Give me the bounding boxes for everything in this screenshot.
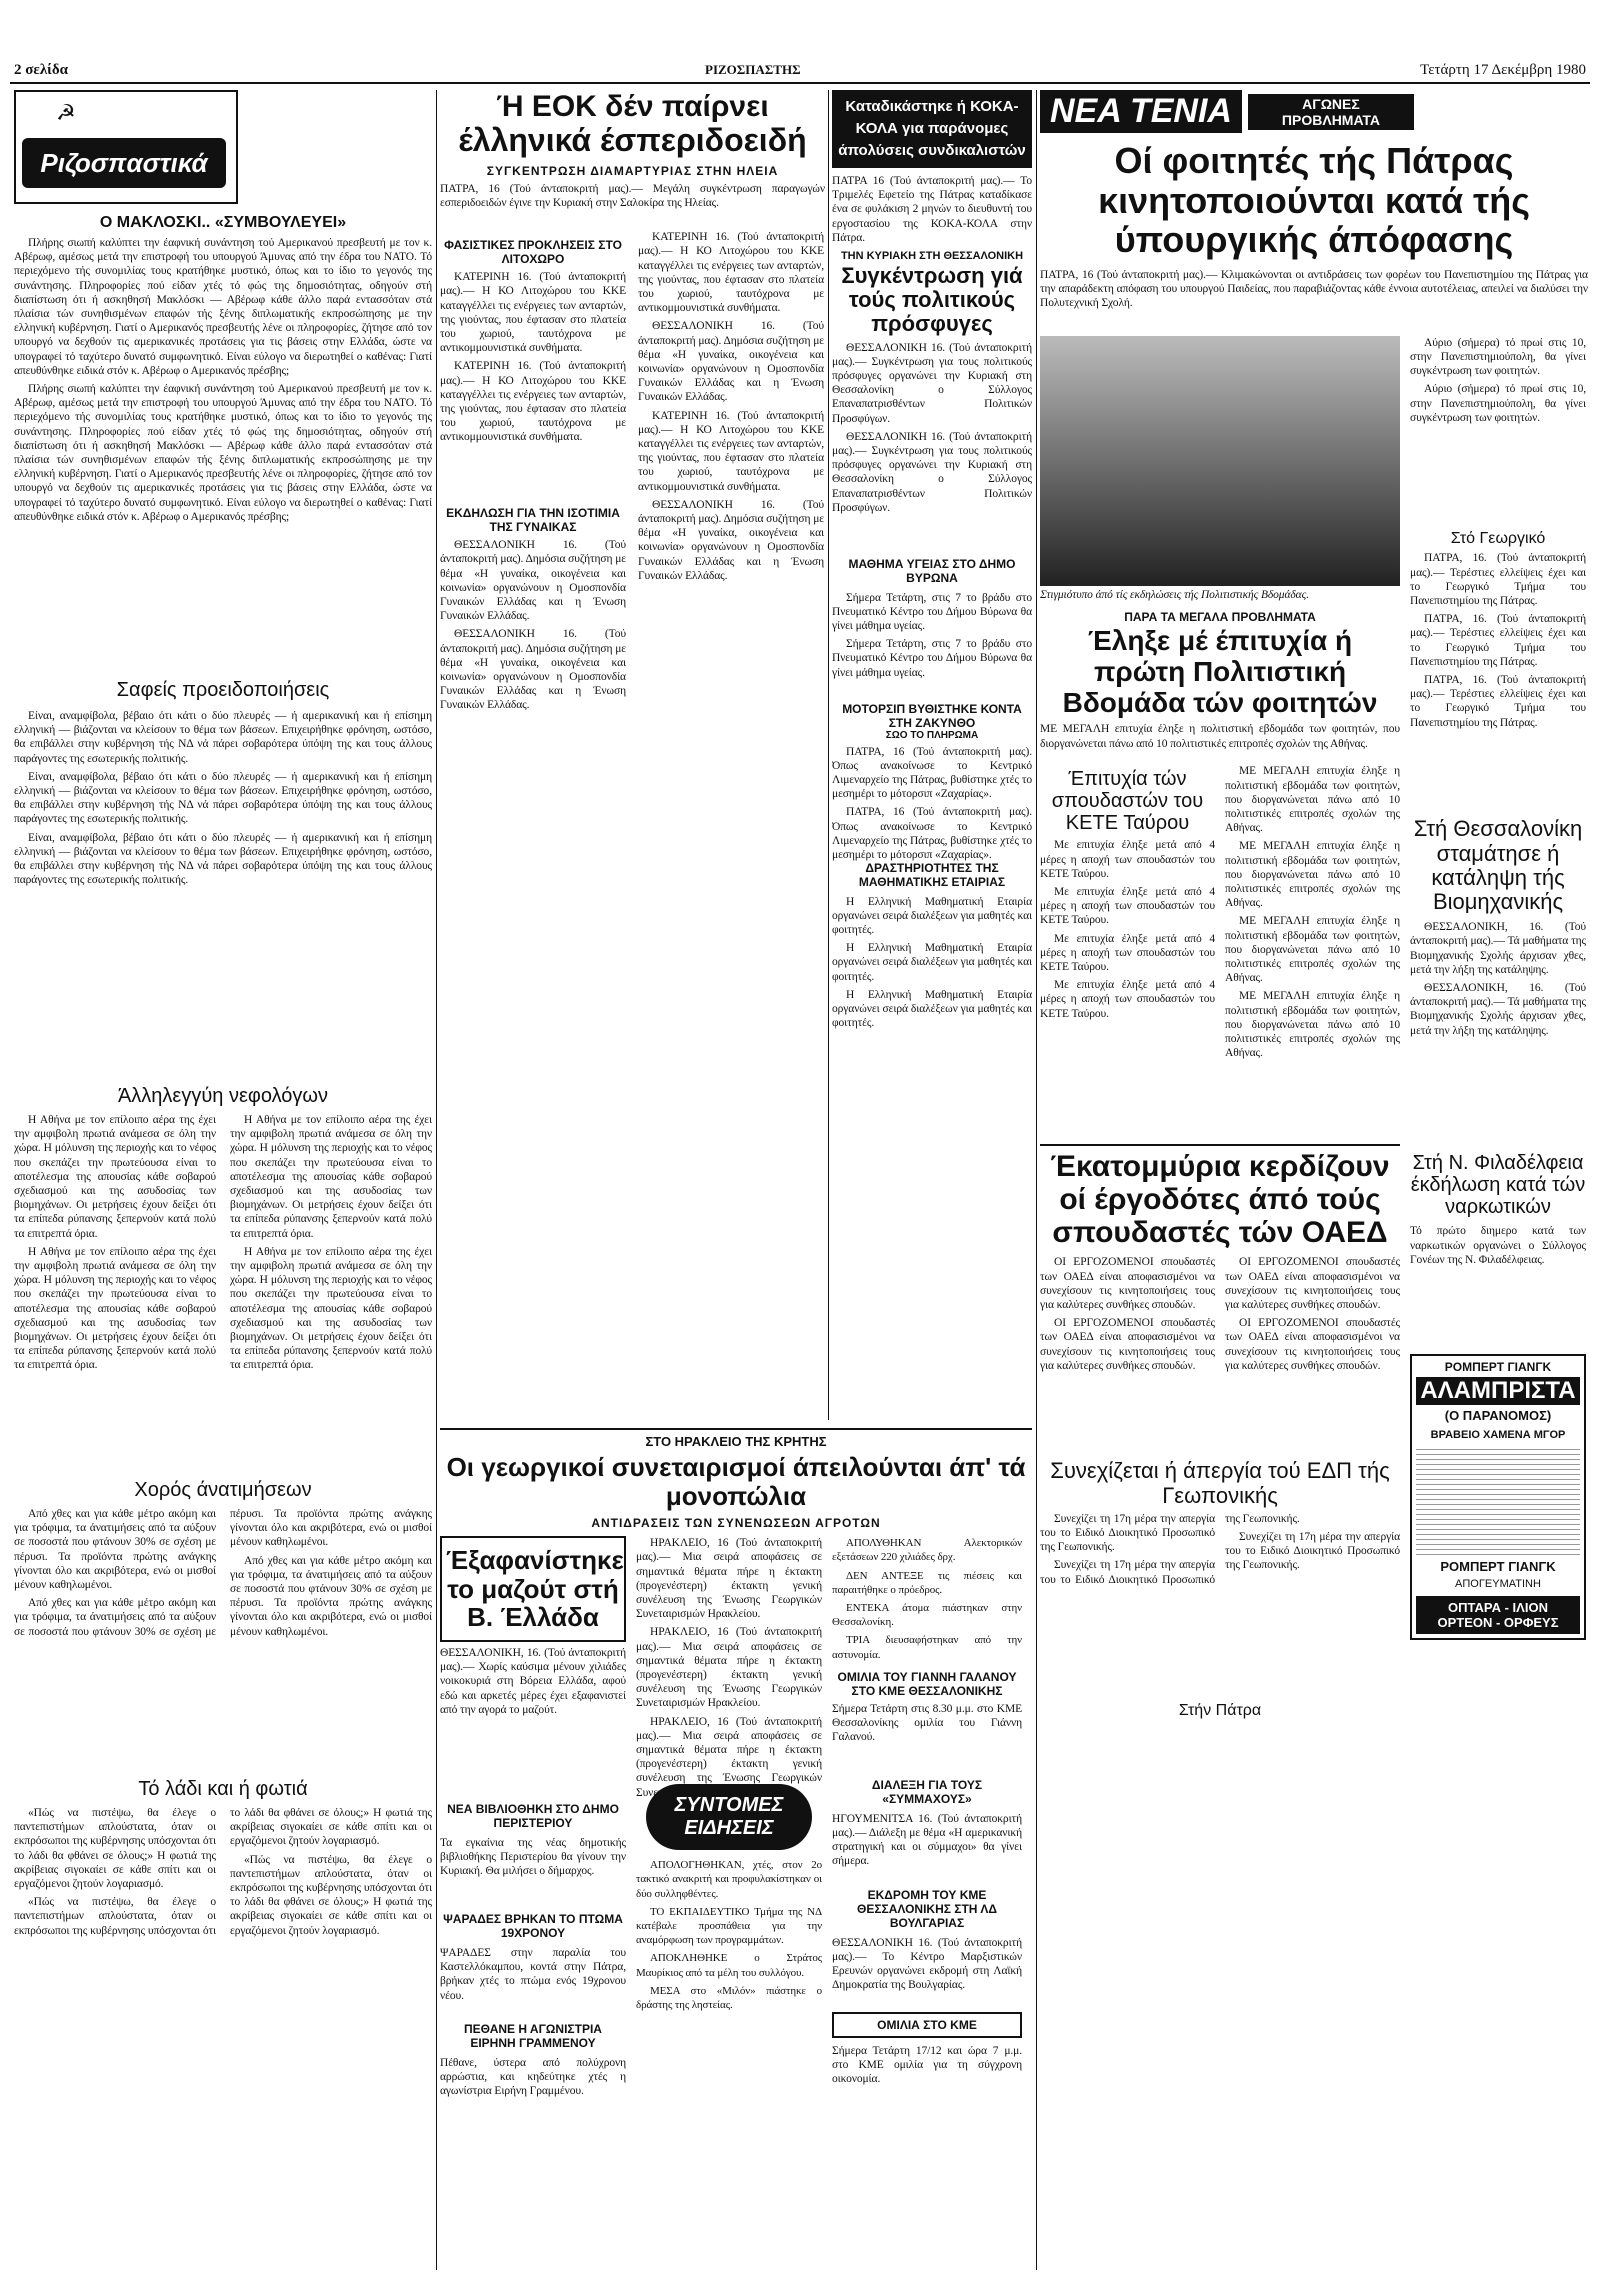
brief-item: ΔΕΝ ΑΝΤΕΞΕ τις πιέσεις και παραιτήθηκε ο πρόεδρος. (832, 1569, 1022, 1596)
subhead: Άλληλεγγύη νεφολόγων (117, 1085, 329, 1107)
subhead: Στήν Πάτρα (1178, 1701, 1262, 1719)
article-body: Η Ελληνική Μαθηματική Εταιρία οργανώνει σειρά διαλέξεων για μαθητές και φοιτητές. Η Ελληνική Μαθηματική Εταιρία οργανώνει σειρά διαλέξεων για μαθητές και φοιτητές. Η Ελληνική Μαθηματική Εταιρία οργανώνει σειρά διαλέξεων για μαθητές και φοιτητές. (832, 895, 1032, 1030)
article-body: Τα εγκαίνια της νέας δημοτικής βιβλιοθήκης Περιστερίου θα γίνουν την Κυριακή. Θα μιλήσει ο δήμαρχος. (440, 1836, 626, 1878)
article-body: ΜΕ ΜΕΓΑΛΗ επιτυχία έληξε η πολιτιστική εβδομάδα των φοιτητών, που διοργανώνεται πάνω από 10 πολιτιστικές επιτροπές σχολών της Αθήνας. ΜΕ ΜΕΓΑΛΗ επιτυχία έληξε η πολιτιστική εβδομάδα των φοιτητών, που διοργανώνεται πάνω από 10 πολιτιστικές επιτροπές σχολών της Αθήνας. ΜΕ ΜΕΓΑΛΗ επιτυχία έληξε η πολιτιστική εβδομάδα των φοιτητών, που διοργανώνεται πάνω από 10 πολιτιστικές επιτροπές σχολών της Αθήνας. ΜΕ ΜΕΓΑΛΗ επιτυχία έληξε η πολιτιστική εβδομάδα των φοιτητών, που διοργανώνεται πάνω από 10 πολιτιστικές επιτροπές σχολών της Αθήνας. (1225, 765, 1400, 1060)
article-body: ΚΑΤΕΡΙΝΗ 16. (Τού άνταποκριτή μας).— Η ΚΟ Λιτοχώρου του ΚΚΕ καταγγέλλει τις ενέργειες των ανταρτών, της γιούντας, που έφτασαν στο πλατεία του χωριού, ταυτόχρονα με αντικομμουνιστικά συνθήματα. ΘΕΣΣΑΛΟΝΙΚΗ 16. (Τού άνταποκριτή μας). Δημόσια συζήτηση με θέμα «Η γυναίκα, οικογένεια και κοινωνία» οργανώνουν η Ομοσπονδία Γυναικών Ελλάδας και η Ένωση Γυναικών Ελλάδας. ΚΑΤΕΡΙΝΗ 16. (Τού άνταποκριτή μας).— Η ΚΟ Λιτοχώρου του ΚΚΕ καταγγέλλει τις ενέργειες των ανταρτών, της γιούντας, που έφτασαν στο πλατεία του χωριού, ταυτόχρονα με αντικομμουνιστικά συνθήματα. ΘΕΣΣΑΛΟΝΙΚΗ 16. (Τού άνταποκριτή μας). Δημόσια συζήτηση με θέμα «Η γυναίκα, οικογένεια και κοινωνία» οργανώνουν η Ομοσπονδία Γυναικών Ελλάδας και η Ένωση Γυναικών Ελλάδας. (638, 231, 825, 582)
subhead: ΨΑΡΑΔΕΣ ΒΡΗΚΑΝ ΤΟ ΠΤΩΜΑ 19ΧΡΟΝΟΥ (443, 1911, 623, 1940)
headline: Έκατομμύρια κερδίζουν οί έργοδότες άπό τούς σπουδαστές τών ΟΑΕΔ (1050, 1150, 1390, 1250)
subcolumn (636, 1536, 822, 2116)
subhead: ΠΕΘΑΝΕ Η ΑΓΩΝΙΣΤΡΙΑ ΕΙΡΗΝΗ ΓΡΑΜΜΕΝΟΥ (464, 2021, 602, 2050)
lead: ΠΑΤΡΑ, 16 (Τού άνταποκριτή μας).— Κλιμακώνονται οι αντιδράσεις των φορέων του Πανεπιστημίου της Πάτρας για την απαράδεκτη απόφαση του υπουργού Παιδείας, που παραβιάζοντας κάθε έννοια αυτοτέλειας, απειλεί να διαλύσει την Πολυτεχνική Σχολή. (1040, 268, 1588, 310)
nea-genia-banner (1040, 90, 1588, 133)
ad-line: ΡΟΜΠΕΡΤ ΓΙΑΝΓΚ (1444, 1360, 1552, 1375)
subcolumn (1225, 764, 1400, 1138)
kicker: ΤΗΝ ΚΥΡΙΑΚΗ ΣΤΗ ΘΕΣΣΑΛΟΝΙΚΗ (840, 250, 1024, 262)
brief-item: ΑΠΟΛΥΘΗΚΑΝ Αλεκτορικών εξετάσεων 220 χιλιάδες δρχ. (832, 1537, 1022, 1564)
kicker: ΣΩΟ ΤΟ ΠΛΗΡΩΜΑ (885, 729, 979, 741)
headline: Έληξε μέ έπιτυχία ή πρώτη Πολιτιστική Βδομάδα τών φοιτητών (1062, 624, 1378, 718)
article-body: ΗΓΟΥΜΕΝΙΤΣΑ 16. (Τού άνταποκριτή μας).— Διάλεξη με θέμα «Η αμερικανική στρατηγική και οι σύμμαχοι» θα γίνει σήμερα. (832, 1812, 1022, 1868)
coca-cola-box: Καταδικάστηκε ή ΚΟΚΑ-ΚΟΛΑ για παράνομες άπολύσεις συνδικαλιστών (832, 90, 1032, 168)
rizospastika-logo: Ριζοσπαστικά (22, 138, 226, 188)
brief-item: ΤΡΙΑ διευσαφήστηκαν από την αστυνομία. (832, 1634, 1022, 1661)
kicker: ΑΝΤΙΔΡΑΣΕΙΣ ΤΩΝ ΣΥΝΕΝΩΣΕΩΝ ΑΓΡΟΤΩΝ (591, 1516, 881, 1531)
subhead: ΜΟΤΟΡΣΙΠ ΒΥΘΙΣΤΗΚΕ ΚΟΝΤΑ ΣΤΗ ΖΑΚΥΝΘΟ (842, 701, 1022, 730)
article-body: ΠΑΤΡΑ, 16. (Τού άνταποκριτή μας).— Τερέστιες ελλείψεις έχει και το Γεωργικό Τμήμα του Πανεπιστημίου της Πάτρας. ΠΑΤΡΑ, 16. (Τού άνταποκριτή μας).— Τερέστιες ελλείψεις έχει και το Γεωργικό Τμήμα του Πανεπιστημίου της Πάτρας. ΠΑΤΡΑ, 16. (Τού άνταποκριτή μας).— Τερέστιες ελλείψεις έχει και το Γεωργικό Τμήμα του Πανεπιστημίου της Πάτρας. (1410, 552, 1586, 729)
subhead: Χορός άνατιμήσεων (134, 1479, 312, 1501)
subhead: ΜΑΘΗΜΑ ΥΓΕΙΑΣ ΣΤΟ ΔΗΜΟ ΒΥΡΩΝΑ (848, 556, 1016, 585)
article-body: Πέθανε, ύστερα από πολύχρονη αρρώστια, και κηδεύτηκε χτές η αγωνίστρια Ειρήνη Γραμμένου. (440, 2056, 626, 2098)
subhead: ΟΜΙΛΙΑ ΤΟΥ ΓΙΑΝΝΗ ΓΑΛΑΝΟΥ ΣΤΟ ΚΜΕ ΘΕΣΣΑΛΟΝΙΚΗΣ (837, 1669, 1017, 1698)
masthead-rule (10, 82, 1590, 84)
subhead: ΦΑΣΙΣΤΙΚΕΣ ΠΡΟΚΛΗΣΕΙΣ ΣΤΟ ΛΙΤΟΧΩΡΟ (444, 238, 622, 267)
column-rule (828, 90, 829, 1420)
column-crete (440, 1428, 1032, 2278)
kicker: ΣΤΟ ΗΡΑΚΛΕΙΟ ΤΗΣ ΚΡΗΤΗΣ (645, 1434, 827, 1449)
students-photo (1040, 336, 1400, 586)
article-body: Από χθες και για κάθε μέτρο ακόμη και για τρόφιμα, τα άνατιμήσεις από τα αύξουν σε ποσοστά που φτάνουν 30% σε σχέση με πέρυσι. Τα προϊόντα πρώτης ανάγκης γίνονται όλο και ακριβότερα, ενώ οι μισθοί μένουν καθηλωμένοι. Από χθες και για κάθε μέτρο ακόμη και για τρόφιμα, τα άνατιμήσεις από τα αύξουν σε ποσοστά που φτάνουν 30% σε σχέση με πέρυσι. Τα προϊόντα πρώτης ανάγκης γίνονται όλο και ακριβότερα, ενώ οι μισθοί μένουν καθηλωμένοι. Από χθες και για κάθε μέτρο ακόμη και για τρόφιμα, τα άνατιμήσεις από τα αύξουν σε ποσοστά που φτάνουν 30% σε σχέση με πέρυσι. Τα προϊόντα πρώτης ανάγκης γίνονται όλο και ακριβότερα, ενώ οι μισθοί μένουν καθηλωμένοι. (14, 1508, 432, 1638)
article-body: ΘΕΣΣΑΛΟΝΙΚΗ, 16. (Τού άνταποκριτή μας).— Χωρίς καύσιμα μένουν χιλιάδες νοικοκυριά στη Βόρεια Ελλάδα, αφού εδώ και αρκετές μέρες έχει εξαφανιστεί από την αγορά το μαζούτ. (440, 1646, 626, 1716)
ad-line: (Ο ΠΑΡΑΝΟΜΟΣ) (1444, 1408, 1552, 1424)
nea-genia-logo: ΝΕΑ ΤΕΝΙΑ (1040, 90, 1242, 133)
article-body: ΘΕΣΣΑΛΟΝΙΚΗ 16. (Τού άνταποκριτή μας).— Το Κέντρο Μαρξιστικών Ερευνών οργανώνει εκδρομή στη Λαϊκή Δημοκρατία της Βουλγαρίας. (832, 1936, 1022, 1992)
agones-label: ΑΓΩΝΕΣ ΠΡΟΒΛΗΜΑΤΑ (1248, 94, 1414, 130)
subhead: Σαφείς προειδοποιήσεις (116, 679, 330, 701)
left-subcolumn (440, 230, 626, 720)
brief-item: ΕΝΤΕΚΑ άτομα πιάστηκαν στην Θεσσαλονίκη. (832, 1602, 1022, 1629)
subcolumn (1040, 764, 1215, 1138)
headline: Συνεχίζεται ή άπεργία τού ΕΔΠ τής Γεωπονικής (1050, 1458, 1390, 1508)
column-title: Ο ΜΑΚΛΟΣΚΙ.. «ΣΥΜΒΟΥΛΕΥΕΙ» (99, 214, 347, 231)
article-body: ΘΕΣΣΑΛΟΝΙΚΗ, 16. (Τού άνταποκριτή μας).— Τά μαθήματα της Βιομηχανικής Σχολής άρχισαν χθες, μετά την λήξη της κατάληψης. ΘΕΣΣΑΛΟΝΙΚΗ, 16. (Τού άνταποκριτή μας).— Τά μαθήματα της Βιομηχανικής Σχολής άρχισαν χθες, μετά την λήξη της κατάληψης. (1410, 921, 1586, 1037)
subhead: ΔΡΑΣΤΗΡΙΟΤΗΤΕΣ ΤΗΣ ΜΑΘΗΜΑΤΙΚΗΣ ΕΤΑΙΡΙΑΣ (858, 860, 1006, 889)
photo-block (1040, 336, 1400, 1139)
rizospastika-logo-box (14, 90, 238, 204)
brief-item: ΜΕΣΑ στο «Μιλόν» πιάστηκε ο δράστης της ληστείας. (636, 1984, 822, 2012)
brief-item: ΤΟ ΕΚΠΑΙΔΕΥΤΙΚΟ Τμήμα της ΝΔ κατέβαλε προσπάθεια για την αναμόρφωση των προγραμμάτων. (636, 1905, 822, 1947)
ad-line: ΡΟΜΠΕΡΤ ΓΙΑΝΓΚ (1440, 1559, 1556, 1575)
hammer-sickle-icon: ☭ (56, 100, 76, 125)
ad-fineprint (1416, 1445, 1580, 1555)
ad-title: ΑΛΑΜΠΡΙΣΤΑ (1416, 1377, 1580, 1405)
headline: Οι γεωργικοί συνεταιρισμοί άπειλούνται άπ' τά μονοπώλια (446, 1452, 1026, 1511)
article-body: Τό πρώτο διημερο κατά των ναρκωτικών οργανώνει ο Σύλλογος Γονέων της Ν. Φιλαδέλφειας. (1410, 1225, 1586, 1266)
headline: Ή ΕΟΚ δέν παίρνει (496, 90, 769, 123)
article-body: ΠΑΤΡΑ 16 (Τού άνταποκριτή μας).— Το Τριμελές Εφετείο της Πάτρας καταδίκασε ένα σε φυλάκιση 2 μηνών το διευθυντή του εργοστασίου της ΚΟΚΑ-ΚΟΛΑ στην Πάτρα. (832, 175, 1032, 244)
article-body: Με επιτυχία έληξε μετά από 4 μέρες η αποχή των σπουδαστών του ΚΕΤΕ Ταύρου. Με επιτυχία έληξε μετά από 4 μέρες η αποχή των σπουδαστών του ΚΕΤΕ Ταύρου. Με επιτυχία έληξε μετά από 4 μέρες η αποχή των σπουδαστών του ΚΕΤΕ Ταύρου. Με επιτυχία έληξε μετά από 4 μέρες η αποχή των σπουδαστών του ΚΕΤΕ Ταύρου. (1040, 839, 1215, 1020)
article-body: ΟΙ ΕΡΓΟΖΟΜΕΝΟΙ σπουδαστές των ΟΑΕΔ είναι αποφασισμένοι να συνεχίσουν τις κινητοποιήσεις τους για καλύτερες συνθήκες σπουδών. ΟΙ ΕΡΓΟΖΟΜΕΝΟΙ σπουδαστές των ΟΑΕΔ είναι αποφασισμένοι να συνεχίσουν τις κινητοποιήσεις τους για καλύτερες συνθήκες σπουδών. ΟΙ ΕΡΓΟΖΟΜΕΝΟΙ σπουδαστές των ΟΑΕΔ είναι αποφασισμένοι να συνεχίσουν τις κινητοποιήσεις τους για καλύτερες συνθήκες σπουδών. ΟΙ ΕΡΓΟΖΟΜΕΝΟΙ σπουδαστές των ΟΑΕΔ είναι αποφασισμένοι να συνεχίσουν τις κινητοποιήσεις τους για καλύτερες συνθήκες σπουδών. (1040, 1256, 1400, 1372)
column-eok (440, 90, 825, 1420)
divider (440, 1428, 1032, 1430)
article-body: ΚΑΤΕΡΙΝΗ 16. (Τού άνταποκριτή μας).— Η ΚΟ Λιτοχώρου του ΚΚΕ καταγγέλλει τις ενέργειες των ανταρτών, της γιούντας, που έφτασαν στο πλατεία του χωριού, ταυτόχρονα με αντικομμουνιστικά συνθήματα. ΚΑΤΕΡΙΝΗ 16. (Τού άνταποκριτή μας).— Η ΚΟ Λιτοχώρου του ΚΚΕ καταγγέλλει τις ενέργειες των ανταρτών, της γιούντας, που έφτασαν στο πλατεία του χωριού, ταυτόχρονα με αντικομμουνιστικά συνθήματα. (440, 271, 626, 444)
oaed-block (1040, 1146, 1400, 1719)
article-body: ΘΕΣΣΑΛΟΝΙΚΗ 16. (Τού άνταποκριτή μας). Δημόσια συζήτηση με θέμα «Η γυναίκα, οικογένεια και κοινωνία» οργανώνουν η Ομοσπονδία Γυναικών Ελλάδας και η Ένωση Γυναικών Ελλάδας. ΘΕΣΣΑΛΟΝΙΚΗ 16. (Τού άνταποκριτή μας). Δημόσια συζήτηση με θέμα «Η γυναίκα, οικογένεια και κοινωνία» οργανώνουν η Ομοσπονδία Γυναικών Ελλάδας και η Ένωση Γυναικών Ελλάδας. (440, 539, 627, 712)
subcolumn (832, 1536, 1022, 2116)
subhead: ΝΕΑ ΒΙΒΛΙΟΘΗΚΗ ΣΤΟ ΔΗΜΟ ΠΕΡΙΣΤΕΡΙΟΥ (447, 1801, 619, 1830)
brief-item: ΑΠΟΛΟΓΗΘΗΚΑΝ, χτές, στον 2ο τακτικό ανακριτή και προφυλακίστηκαν οι δύο συλληφθέντες. (636, 1859, 822, 1900)
headline: Έξαφανίστηκε το μαζούτ στή Β. Έλλάδα (440, 1536, 626, 1642)
article-body: Πλήρης σιωπή καλύπτει την έαφνική συνάντηση τού Αμερικανού πρεσβευτή με τον κ. Αβέρωφ, αμέσως μετά την επιστροφή του υπουργού Άμυνας από την έδρα του ΝΑΤΟ. Τό περιεχόμενο τής συνομιλίας τους κρατήθηκε μυστικό, όπως και το ίδιο το γεγονός της συνάντησης. Πληροφορίες πού είδαν χτές τό φώς της δημοσιότητας, οδηγούν στή διαπίστωση ότι ή ασκηθησή Μακλόσκι — Αβέρωφ κάθε άλλο παρά εντασσόταν στά πλαίσια τών συνηθισμένων επαφών τής ξένης διπλωματικής εκπροσώπησης με την ελληνική κυβέρνηση. Γιατί ο Αμερικανός πρεσβευτής λένε οι πληροφορίες, ζήτησε από τον υπουργό να δεχθούν τις αμερικανικές προτάσεις για τις βάσεις στην Ελλάδα, ώστε να υπογραφεί τό ταχύτερο δυνατό συμφωνητικό. Είναι εύλογο να διερωτηθεί ο καθένας: Γιατί απευθύνθηκε ειδικά στόν κ. Αβέρωφ ο Αμερικανός πρέσβης; Πλήρης σιωπή καλύπτει την έαφνική συνάντηση τού Αμερικανού πρεσβευτή με τον κ. Αβέρωφ, αμέσως μετά την επιστροφή του υπουργού Άμυνας από την έδρα του ΝΑΤΟ. Τό περιεχόμενο τής συνομιλίας τους κρατήθηκε μυστικό, όπως και το ίδιο το γεγονός της συνάντησης. Πληροφορίες πού είδαν χτές τό φώς της δημοσιότητας, οδηγούν στή διαπίστωση ότι ή ασκηθησή Μακλόσκι — Αβέρωφ κάθε άλλο παρά εντασσόταν στά πλαίσια τών συνηθισμένων επαφών τής ξένης διπλωματικής εκπροσώπησης με την ελληνική κυβέρνηση. Γιατί ο Αμερικανός πρεσβευτής λένε οι πληροφορίες, ζήτησε από τον υπουργό να δεχθούν τις αμερικανικές προτάσεις για τις βάσεις στην Ελλάδα, ώστε να υπογραφεί τό ταχύτερο δυνατό συμφωνητικό. Είναι εύλογο να διερωτηθεί ο καθένας: Γιατί απευθύνθηκε ειδικά στόν κ. Αβέρωφ ο Αμερικανός πρέσβης; (14, 237, 432, 523)
cinema-ad (1410, 1354, 1586, 1640)
column-rizospastika (14, 90, 432, 2270)
subhead: Στό Γεωργικό (1450, 529, 1546, 547)
column-rule (436, 90, 437, 2270)
paper-name: ΡΙΖΟΣΠΑΣΤΗΣ (705, 62, 801, 77)
headline: Συγκέντρωση γιά τούς πολιτικούς πρόσφυγες (841, 263, 1023, 337)
article-body: Σήμερα Τετάρτη στις 8.30 μ.μ. στο ΚΜΕ Θεσσαλονίκης ομιλία του Γιάννη Γαλανού. (832, 1702, 1022, 1744)
headline: Στή Ν. Φιλαδέλφεια έκδήλωση κατά τών ναρκωτικών (1410, 1152, 1586, 1219)
subhead: ΔΙΑΛΕΞΗ ΓΙΑ ΤΟΥΣ «ΣΥΜΜΑΧΟΥΣ» (871, 1777, 983, 1806)
subcolumn (440, 1536, 626, 2116)
article-body: ΜΕ ΜΕΓΑΛΗ επιτυχία έληξε η πολιτιστική εβδομάδα των φοιτητών, που διοργανώνεται πάνω από 10 πολιτιστικές επιτροπές σχολών της Αθήνας. (1040, 723, 1400, 750)
headline: έλληνικά έσπεριδοειδή (458, 122, 807, 158)
article-body: Σήμερα Τετάρτη, στις 7 το βράδυ στο Πνευματικό Κέντρο του Δήμου Βύρωνα θα γίνει μάθημα υγείας. Σήμερα Τετάρτη, στις 7 το βράδυ στο Πνευματικό Κέντρο του Δήμου Βύρωνα θα γίνει μάθημα υγείας. (832, 591, 1032, 679)
brief-list (832, 1536, 1022, 1662)
article-body: Είναι, αναμφίβολα, βέβαιο ότι κάτι ο δύο πλευρές — ή αμερικανική και ή επίσημη ελληνική — βιάζονται να κλείσουν το θέμα των βάσεων. Επιχειρήθηκε φρόνηση, ωστόσο, θα επιβάλλει στην κυβέρνηση τής ΝΔ νά πάρει σοβαρότερα ύπόψη της και τους άλλους παράγοντες της εσωτερικής πολιτικής. Είναι, αναμφίβολα, βέβαιο ότι κάτι ο δύο πλευρές — ή αμερικανική και ή επίσημη ελληνική — βιάζονται να κλείσουν το θέμα των βάσεων. Επιχειρήθηκε φρόνηση, ωστόσο, θα επιβάλλει στην κυβέρνηση τής ΝΔ νά πάρει σοβαρότερα ύπόψη της και τους άλλους παράγοντες της εσωτερικής πολιτικής. Είναι, αναμφίβολα, βέβαιο ότι κάτι ο δύο πλευρές — ή αμερικανική και ή επίσημη ελληνική — βιάζονται να κλείσουν το θέμα των βάσεων. Επιχειρήθηκε φρόνηση, ωστόσο, θα επιβάλλει στην κυβέρνηση τής ΝΔ νά πάρει σοβαρότερα ύπόψη της και τους άλλους παράγοντες της εσωτερικής πολιτικής. (14, 710, 432, 887)
subhead: Έπιτυχία τών σπουδαστών του ΚΕΤΕ Ταύρου (1051, 768, 1204, 835)
brief-list (636, 1858, 822, 2012)
ad-line: ΑΠΟΓΕΥΜΑΤΙΝΗ (1455, 1578, 1541, 1591)
column-short-news (832, 90, 1032, 1420)
article-body: ΗΡΑΚΛΕΙΟ, 16 (Τού άνταποκριτή μας).— Μια σειρά αποφάσεις σε σημαντικά θέματα πήρε η έκτακτη (προγενέστερη) έκτακτη γενική συνέλευση της Ένωσης Γεωργικών Συνεταιρισμών Ηρακλείου. ΗΡΑΚΛΕΙΟ, 16 (Τού άνταποκριτή μας).— Μια σειρά αποφάσεις σε σημαντικά θέματα πήρε η έκτακτη (προγενέστερη) έκτακτη γενική συνέλευση της Ένωσης Γεωργικών Συνεταιρισμών Ηρακλείου. ΗΡΑΚΛΕΙΟ, 16 (Τού άνταποκριτή μας).— Μια σειρά αποφάσεις σε σημαντικά θέματα πήρε η έκτακτη (προγενέστερη) έκτακτη γενική συνέλευση της Ένωσης Γεωργικών Συνεταιρισμών Ηρακλείου. (636, 1537, 822, 1799)
brief-item: ΑΠΟΚΛΗΘΗΚΕ ο Στράτος Μαυρίκιος από τα μέλη του συλλόγου. (636, 1952, 822, 1979)
side-column (1410, 1146, 1586, 1719)
ad-line: ΒΡΑΒΕΙΟ ΧΑΜΕΝΑ ΜΓΟΡ (1430, 1429, 1566, 1442)
issue-date: Τετάρτη 17 Δεκέμβρη 1980 (1420, 62, 1586, 78)
lead: ΠΑΤΡΑ, 16 (Τού άνταποκριτή μας).— Μεγάλη συγκέντρωση παραγωγών εσπεριδοειδών έγινε την Κυριακή στην Σαλοκίρα της Ηλείας. (440, 183, 825, 210)
article-body: Αύριο (σήμερα) τό πρωί στις 10, στην Πανεπιστημιούπολη, θα γίνει συγκέντρωση των φοιτητών. Αύριο (σήμερα) τό πρωί στις 10, στην Πανεπιστημιούπολη, θα γίνει συγκέντρωση των φοιτητών. (1410, 336, 1586, 424)
brief-news-logo: ΣΥΝΤΟΜΕΣ ΕΙΔΗΣΕΙΣ (646, 1784, 812, 1850)
subhead: ΕΚΔΡΟΜΗ ΤΟΥ ΚΜΕ ΘΕΣΣΑΛΟΝΙΚΗΣ ΣΤΗ ΛΔ ΒΟΥΛΓΑΡΙΑΣ (856, 1887, 997, 1930)
article-body: ΠΑΤΡΑ, 16 (Τού άνταποκριτή μας). Όπως ανακοίνωσε το Κεντρικό Λιμεναρχείο της Πάτρας, βυθίστηκε χτές το μεσημέρι το μότορσιπ «Ζαχαρίας». ΠΑΤΡΑ, 16 (Τού άνταποκριτή μας). Όπως ανακοίνωσε το Κεντρικό Λιμεναρχείο της Πάτρας, βυθίστηκε χτές το μεσημέρι το μότορσιπ «Ζαχαρίας». (832, 745, 1032, 861)
article-body: Σήμερα Τετάρτη 17/12 και ώρα 7 μ.μ. στο ΚΜΕ ομιλία για τη σύγχρονη οικονομία. (832, 2044, 1022, 2086)
ad-cinemas: ΟΠΤΑΡΑ - ΙΛΙΟΝ ΟΡΤΕΟΝ - ΟΡΦΕΥΣ (1416, 1596, 1580, 1634)
subhead: ΟΜΙΛΙΑ ΣΤΟ ΚΜΕ (832, 2012, 1022, 2038)
article-body: Η Αθήνα με τον επίλοιπο αέρα της έχει την αμφιβολη πρωτιά ανάμεσα σε όλη την χώρα. Η μόλυνση της περιοχής και το νέφος που σκεπάζει την πρωτεύουσα είναι το αποτέλεσμα της απουσίας κάθε σοβαρού σχεδιασμού και της ασυδοσίας των βιομηχάνων. Οι μετρήσεις έχουν δείξει ότι τα επίπεδα ρύπανσης ξεπερνούν κατά πολύ τα επιτρεπτά όρια. Η Αθήνα με τον επίλοιπο αέρα της έχει την αμφιβολη πρωτιά ανάμεσα σε όλη την χώρα. Η μόλυνση της περιοχής και το νέφος που σκεπάζει την πρωτεύουσα είναι το αποτέλεσμα της απουσίας κάθε σοβαρού σχεδιασμού και της ασυδοσίας των βιομηχάνων. Οι μετρήσεις έχουν δείξει ότι τα επίπεδα ρύπανσης ξεπερνούν κατά πολύ τα επιτρεπτά όρια. Η Αθήνα με τον επίλοιπο αέρα της έχει την αμφιβολη πρωτιά ανάμεσα σε όλη την χώρα. Η μόλυνση της περιοχής και το νέφος που σκεπάζει την πρωτεύουσα είναι το αποτέλεσμα της απουσίας κάθε σοβαρού σχεδιασμού και της ασυδοσίας των βιομηχάνων. Οι μετρήσεις έχουν δείξει ότι τα επίπεδα ρύπανσης ξεπερνούν κατά πολύ τα επιτρεπτά όρια. Η Αθήνα με τον επίλοιπο αέρα της έχει την αμφιβολη πρωτιά ανάμεσα σε όλη την χώρα. Η μόλυνση της περιοχής και το νέφος που σκεπάζει την πρωτεύουσα είναι το αποτέλεσμα της απουσίας κάθε σοβαρού σχεδιασμού και της ασυδοσίας των βιομηχάνων. Οι μετρήσεις έχουν δείξει ότι τα επίπεδα ρύπανσης ξεπερνούν κατά πολύ τα επιτρεπτά όρια. (14, 1114, 432, 1372)
page-number: 2 σελίδα (14, 62, 68, 78)
article-body: ΨΑΡΑΔΕΣ στην παραλία του Καστελλόκαμπου, κοντά στην Πάτρα, βρήκαν χτές το πτώμα ενός 19χρονου νέου. (440, 1946, 626, 2002)
right-subcolumn (638, 230, 824, 720)
kicker: ΣΥΓΚΕΝΤΡΩΣΗ ΔΙΑΜΑΡΤΥΡΙΑΣ ΣΤΗΝ ΗΛΕΙΑ (486, 164, 779, 179)
headline: Οί φοιτητές τής Πάτρας κινητοποιούνται κατά τής ύπουργικής άπόφασης (1098, 140, 1530, 261)
subhead: Τό λάδι και ή φωτιά (138, 1778, 308, 1800)
article-body: «Πώς να πιστέψω, θα έλεγε ο παντεπιστήμων απλούστατα, όταν οι εκπρόσωποι της κυβέρνησης υπόσχονται ότι το λάδι θα φθάνει σε όλους;» Η φωτιά της ακρίβειας σιγοκαίει σε κάθε σπίτι και οι εργαζόμενοι ζητούν λογαριασμό. «Πώς να πιστέψω, θα έλεγε ο παντεπιστήμων απλούστατα, όταν οι εκπρόσωποι της κυβέρνησης υπόσχονται ότι το λάδι θα φθάνει σε όλους;» Η φωτιά της ακρίβειας σιγοκαίει σε κάθε σπίτι και οι εργαζόμενοι ζητούν λογαριασμό. «Πώς να πιστέψω, θα έλεγε ο παντεπιστήμων απλούστατα, όταν οι εκπρόσωποι της κυβέρνησης υπόσχονται ότι το λάδι θα φθάνει σε όλους;» Η φωτιά της ακρίβειας σιγοκαίει σε κάθε σπίτι και οι εργαζόμενοι ζητούν λογαριασμό. (14, 1807, 432, 1937)
column-rule (1036, 90, 1037, 2270)
column-students (1040, 90, 1588, 2270)
side-column (1410, 336, 1586, 1139)
photo-caption: Στιγμιότυπο άπό τίς εκδηλώσεις τής Πολιτιστικής Βδομάδας. (1040, 588, 1309, 601)
article-body: ΘΕΣΣΑΛΟΝΙΚΗ 16. (Τού άνταποκριτή μας).— Συγκέντρωση για τους πολιτικούς πρόσφυγες οργανώνει την Κυριακή στη Θεσσαλονίκη ο Σύλλογος Επαναπατρισθέντων Πολιτικών Προσφύγων. ΘΕΣΣΑΛΟΝΙΚΗ 16. (Τού άνταποκριτή μας).— Συγκέντρωση για τους πολιτικούς πρόσφυγες οργανώνει την Κυριακή στη Θεσσαλονίκη ο Σύλλογος Επαναπατρισθέντων Πολιτικών Προσφύγων. (832, 341, 1032, 514)
headline: Στή Θεσσαλονίκη σταμάτησε ή κατάληψη τής Βιομηχανικής (1413, 816, 1583, 914)
subhead: ΕΚΔΗΛΩΣΗ ΓΙΑ ΤΗΝ ΙΣΟΤΙΜΙΑ ΤΗΣ ΓΥΝΑΙΚΑΣ (446, 506, 620, 535)
article-body: Συνεχίζει τη 17η μέρα την απεργία του το Ειδικό Διοικητικό Προσωπικό της Γεωπονικής. Συνεχίζει τη 17η μέρα την απεργία του το Ειδικό Διοικητικό Προσωπικό της Γεωπονικής. Συνεχίζει τη 17η μέρα την απεργία του το Ειδικό Διοικητικό Προσωπικό της Γεωπονικής. (1040, 1512, 1400, 1586)
kicker: ΠΑΡΑ ΤΑ ΜΕΓΑΛΑ ΠΡΟΒΛΗΜΑΤΑ (1124, 609, 1316, 624)
